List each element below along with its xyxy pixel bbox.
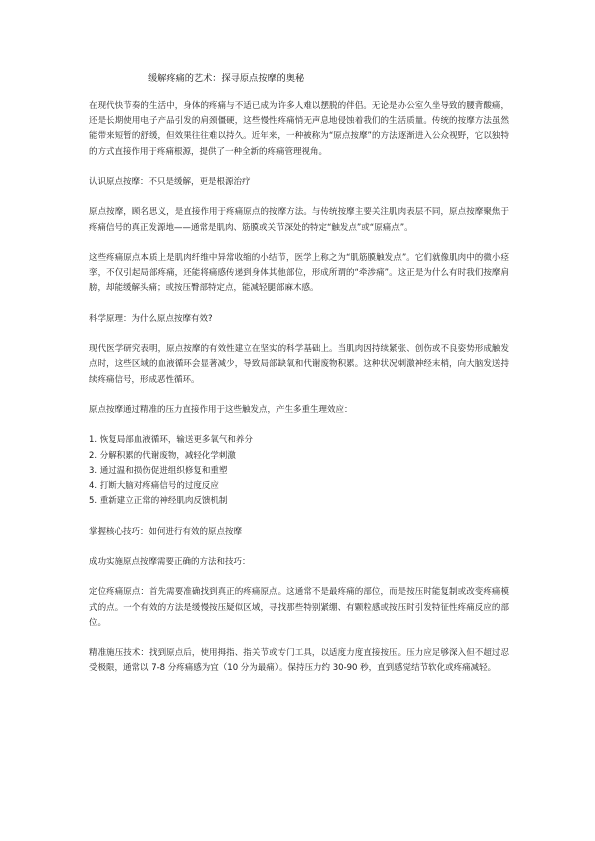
- section-heading-science: 科学原理：为什么原点按摩有效?: [89, 313, 213, 324]
- paragraph-effects-intro: 原点按摩通过精准的压力直接作用于这些触发点，产生多重生理效应：: [89, 404, 353, 415]
- intro-paragraph: 在现代快节奏的生活中，身体的疼痛与不适已成为许多人难以摆脱的伴侣。无论是办公室久坐导致的腰背酸痛，还是长期使用电子产品引发的肩颈僵硬，这些慢性疼痛悄无声息地侵蚀着我们的生活质量。传统的按摩方法虽然能带来短暂的舒缓，但效果往往难以持久。近年来，一种被称为“原点按摩”的方法逐渐进入公众视野，它以独特的方式直接作用于疼痛根源，提供了一种全新的疼痛管理视角。: [89, 101, 509, 157]
- paragraph-trigger-points: 这些疼痛原点本质上是肌肉纤维中异常收缩的小结节，医学上称之为“肌筋膜触发点”。它们就像肌肉中的微小痉挛，不仅引起局部疼痛，还能将痛感传递到身体其他部位，形成所谓的“牵涉痛”。这正是为什么有时我们按摩肩膀，却能缓解头痛；或按压臀部特定点，能减轻腿部麻木感。: [89, 252, 509, 294]
- list-item: 1. 恢复局部血液循环，输送更多氧气和养分: [89, 435, 253, 446]
- section-heading-understanding: 认识原点按摩：不只是缓解，更是根源治疗: [89, 177, 251, 187]
- list-item: 2. 分解积累的代谢废物，减轻化学刺激: [89, 450, 236, 461]
- paragraph-locate-origin: 定位疼痛原点：首先需要准确找到真正的疼痛原点。这通常不是最疼痛的部位，而是按压时能复制或改变疼痛模式的点。一个有效的方法是缓慢按压疑似区域，寻找那些特别紧绷、有颗粒感或按压时引发特征性疼痛反应的部位。: [89, 587, 509, 628]
- paragraph-definition: 原点按摩，顾名思义，是直接作用于疼痛原点的按摩方法。与传统按摩主要关注肌肉表层不同，原点按摩聚焦于疼痛信号的真正发源地——通常是肌肉、筋膜或关节深处的特定“触发点”或“原痛点”。: [89, 207, 509, 233]
- document-body: [89, 99, 509, 692]
- list-item: 5. 重新建立正常的神经肌肉反馈机制: [89, 496, 228, 507]
- paragraph-research: 现代医学研究表明，原点按摩的有效性建立在坚实的科学基础上。当肌肉因持续紧张、创伤或不良姿势形成触发点时，这些区域的血液循环会显著减少，导致局部缺氧和代谢废物积累。这种状况刺激神经末梢，向大脑发送持续疼痛信号，形成恶性循环。: [89, 344, 509, 385]
- paragraph-techniques-intro: 成功实施原点按摩需要正确的方法和技巧：: [89, 556, 251, 567]
- section-heading-techniques: 掌握核心技巧：如何进行有效的原点按摩: [89, 526, 243, 537]
- document-title: 缓解疼痛的艺术：探寻原点按摩的奥秘: [148, 73, 305, 84]
- list-item: 4. 打断大脑对疼痛信号的过度反应: [89, 480, 219, 491]
- paragraph-pressure-technique: 精准施压技术：找到原点后，使用拇指、指关节或专门工具，以适度力度直接按压。压力应足够深入但不超过忍受极限，通常以 7-8 分疼痛感为宜（10 分为最痛）。保持压力约 30-90 秒，直到感觉结节软化或疼痛减轻。: [89, 648, 509, 674]
- list-item: 3. 通过温和损伤促进组织修复和重塑: [89, 465, 228, 476]
- effects-list: [89, 433, 509, 509]
